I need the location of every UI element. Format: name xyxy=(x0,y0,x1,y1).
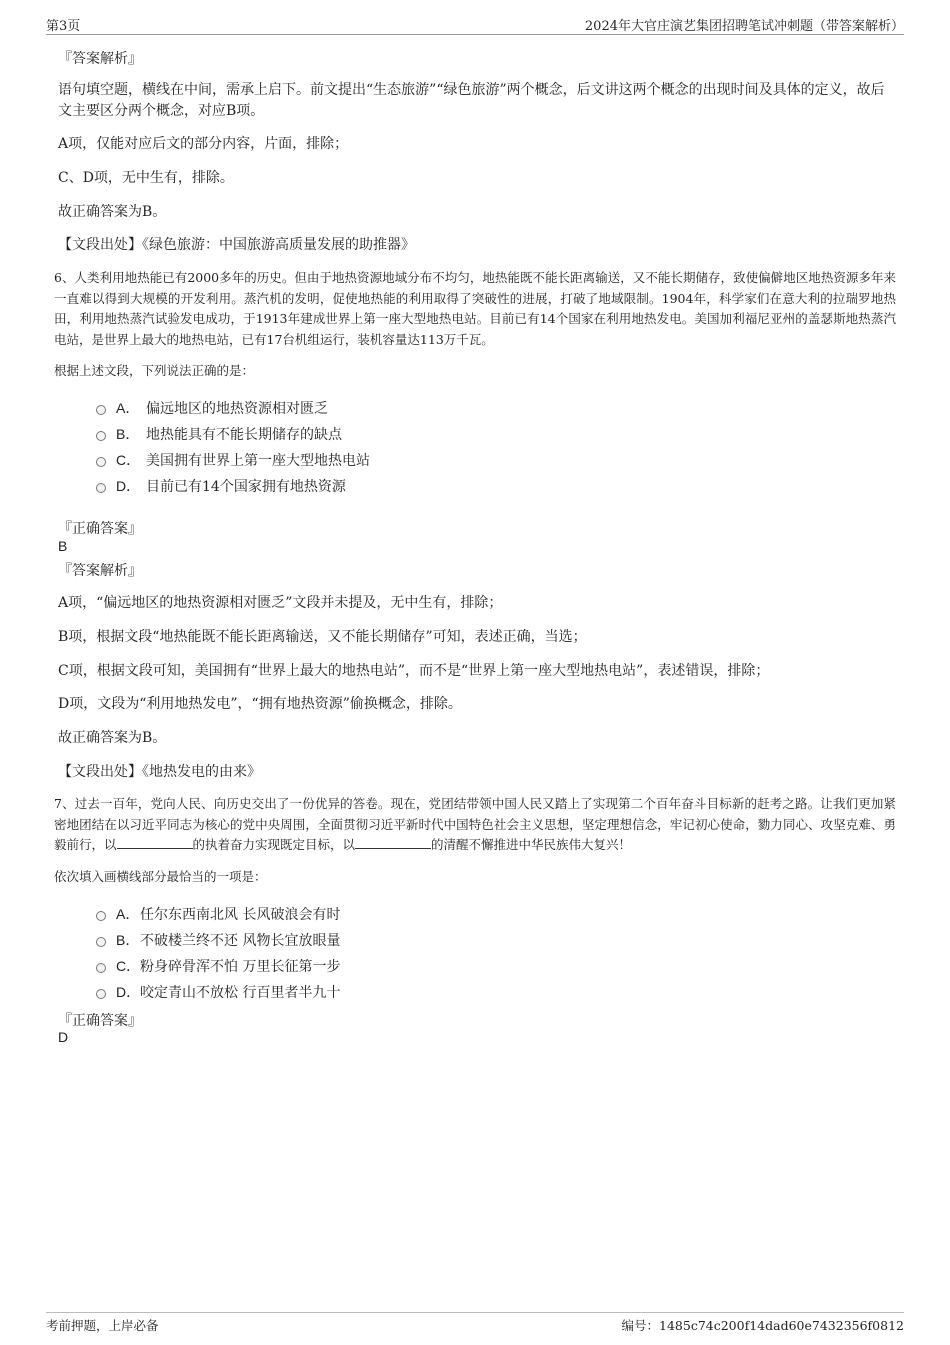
radio-icon[interactable] xyxy=(96,911,106,921)
page-footer xyxy=(46,1312,904,1337)
page-number: 第3页 xyxy=(46,19,81,34)
q5-option-cd-note: C、D项，无中生有，排除。 xyxy=(58,170,234,186)
q6-analysis-heading: 『答案解析』 xyxy=(58,563,142,579)
q6-option-d[interactable]: D． 目前已有14个国家拥有地热资源 xyxy=(96,476,346,496)
q6-prompt: 根据上述文段，下列说法正确的是： xyxy=(54,363,255,378)
q7-answer: D xyxy=(58,1029,69,1045)
q5-conclusion: 故正确答案为B。 xyxy=(58,204,167,220)
q5-option-a-note: A项，仅能对应后文的部分内容，片面，排除； xyxy=(58,136,349,152)
document-title: 2024年大官庄演艺集团招聘笔试冲刺题（带答案解析） xyxy=(584,19,904,34)
q5-source: 【文段出处】《绿色旅游：中国旅游高质量发展的助推器》 xyxy=(58,237,415,253)
q7-answer-heading: 『正确答案』 xyxy=(58,1013,142,1029)
fill-blank-2 xyxy=(355,836,431,849)
radio-icon[interactable] xyxy=(96,989,106,999)
radio-icon[interactable] xyxy=(96,963,106,973)
q6-option-b[interactable]: B． 地热能具有不能长期储存的缺点 xyxy=(96,424,342,444)
q7-prompt: 依次填入画横线部分最恰当的一项是： xyxy=(54,869,267,884)
radio-icon[interactable] xyxy=(96,405,106,415)
q7-stem: 7、过去一百年，党向人民、向历史交出了一份优异的答卷。现在，党团结带领中国人民又踏上了实现第二个百年奋斗目标新的赶考之路。让我们更加紧密地团结在以习近平同志为核心的党中央周围，全面贯彻习近平新时代中国特色社会主义思想，坚定理想信念，牢记初心使命，勠力同心、攻坚克难、勇毅前行，以 的执着奋力实现既定目标，以 的清醒不懈推进中华民族伟大复兴！ xyxy=(54,796,896,852)
q5-analysis-heading: 『答案解析』 xyxy=(58,51,142,67)
q6-option-c[interactable]: C． 美国拥有世界上第一座大型地热电站 xyxy=(96,450,370,470)
q6-analysis-line: A项，“偏远地区的地热资源相对匮乏”文段并未提及，无中生有，排除； xyxy=(58,595,503,611)
q7-option-a[interactable]: A．任尔东西南北风 长风破浪会有时 xyxy=(96,904,340,924)
q6-analysis-line: C项，根据文段可知，美国拥有“世界上最大的地热电站”，而不是“世界上第一座大型地热电站”，表述错误，排除； xyxy=(58,663,770,679)
q5-analysis-text: 语句填空题，横线在中间，需承上启下。前文提出“生态旅游”“绿色旅游”两个概念，后文讲这两个概念的出现时间及具体的定义，故后文主要区分两个概念，对应B项。 xyxy=(58,82,885,119)
radio-icon[interactable] xyxy=(96,431,106,441)
footer-slogan: 考前押题，上岸必备 xyxy=(46,1318,159,1333)
q6-answer: B xyxy=(58,538,68,554)
document-serial: 编号：1485c74c200f14dad60e7432356f0812 xyxy=(621,1318,904,1333)
page-header xyxy=(46,12,904,35)
radio-icon[interactable] xyxy=(96,483,106,493)
q6-analysis-line: D项，文段为“利用地热发电”，“拥有地热资源”偷换概念，排除。 xyxy=(58,696,462,712)
q7-option-b[interactable]: B．不破楼兰终不还 风物长宜放眼量 xyxy=(96,930,340,950)
q6-answer-heading: 『正确答案』 xyxy=(58,521,142,537)
q7-option-d[interactable]: D．咬定青山不放松 行百里者半九十 xyxy=(96,982,340,1002)
radio-icon[interactable] xyxy=(96,937,106,947)
q6-analysis-line: B项，根据文段“地热能既不能长距离输送，又不能长期储存”可知，表述正确，当选； xyxy=(58,629,587,645)
radio-icon[interactable] xyxy=(96,457,106,467)
fill-blank-1 xyxy=(117,836,193,849)
q6-conclusion: 故正确答案为B。 xyxy=(58,730,167,746)
q6-stem: 6、人类利用地热能已有2000多年的历史。但由于地热资源地域分布不均匀，地热能既不能长距离输送，又不能长期储存，致使偏僻地区地热资源多年来一直难以得到大规模的开发利用。蒸汽机的发明，促使地热能的利用取得了突破性的进展，打破了地域限制。1904年，科学家们在意大利的拉瑞罗地热田，利用地热蒸汽试验发电成功，于1913年建成世界上第一座大型地热电站。目前已有14个国家在利用地热发电。美国加利福尼亚州的盖瑟斯地热蒸汽电站，是世界上最大的地热电站，已有17台机组运行，装机容量达113万千瓦。 xyxy=(54,270,896,347)
q7-option-c[interactable]: C．粉身碎骨浑不怕 万里长征第一步 xyxy=(96,956,340,976)
q6-source: 【文段出处】《地热发电的由来》 xyxy=(58,764,261,780)
q6-option-a[interactable]: A． 偏远地区的地热资源相对匮乏 xyxy=(96,398,328,418)
